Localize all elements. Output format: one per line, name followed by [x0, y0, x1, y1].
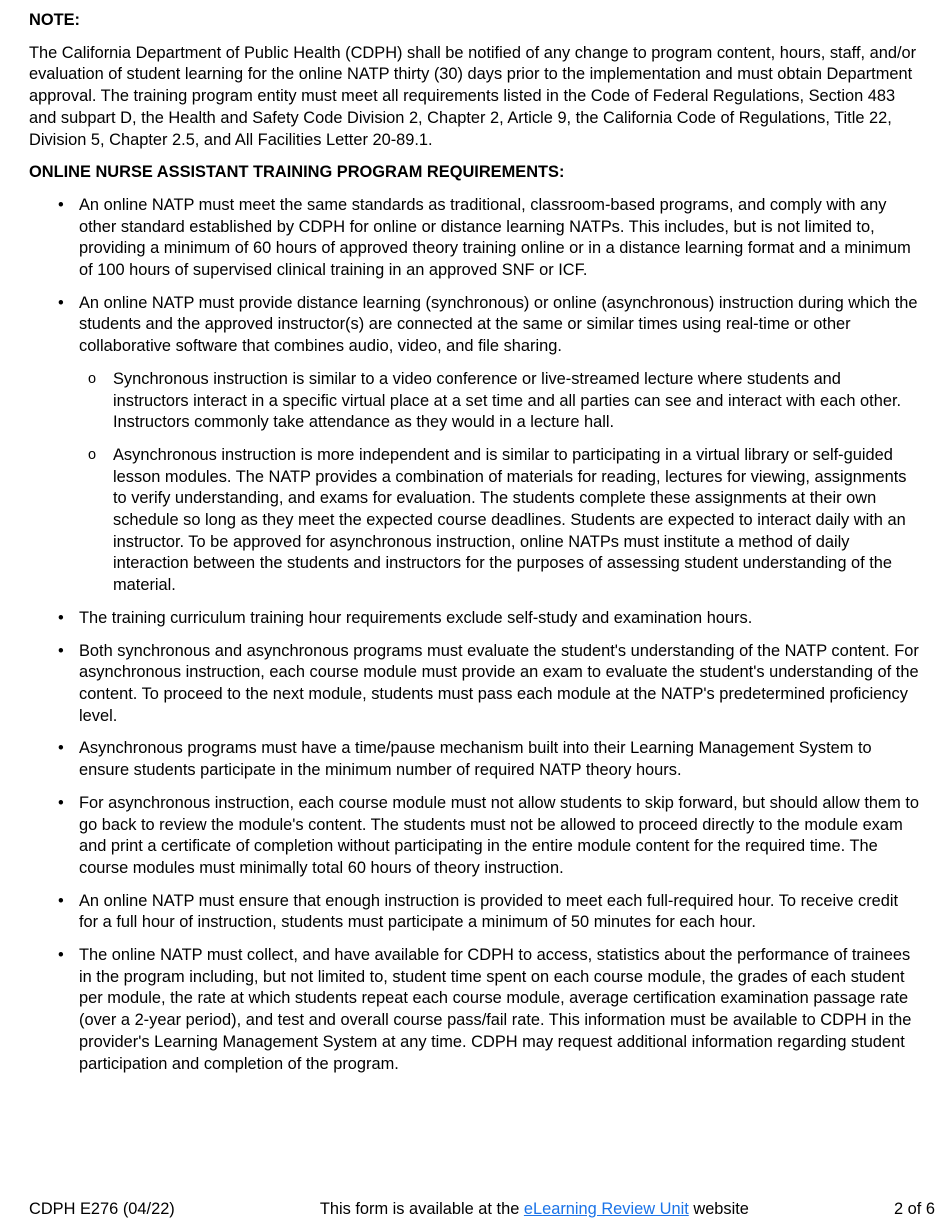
sub-bullet-item [113, 369, 920, 434]
sub-bullet-list [79, 369, 920, 597]
note-heading: NOTE: [29, 11, 80, 29]
bullet-item [79, 293, 920, 597]
bullet-item [79, 195, 920, 282]
bullet-text: Asynchronous programs must have a time/pause mechanism built into their Learning Management System to ensure students participate in the minimum number of required NATP theory hours. [79, 739, 872, 780]
bullet-item [79, 608, 920, 630]
sub-bullet-text: Synchronous instruction is similar to a video conference or live-streamed lecture where students and instructors interact in a specific virtual place at a set time and all parties can see and interact with each other. Instructors commonly take attendance as they would in a lecture hall. [113, 369, 902, 432]
requirements-list [29, 195, 920, 1075]
form-number: CDPH E276 (04/22) [29, 1200, 175, 1218]
page-footer [29, 1199, 935, 1221]
bullet-text: An online NATP must ensure that enough instruction is provided to meet each full-required hour. To receive credit for a full hour of instruction, students must participate a minimum of 50 minutes for each hour. [79, 891, 899, 932]
bullet-item [79, 891, 920, 934]
note-paragraph: The California Department of Public Health (CDPH) shall be notified of any change to program content, hours, staff, and/or evaluation of student learning for the online NATP thirty (30) days prior to the implementation and must obtain Department approval. The training program entity must meet all requirements listed in the Code of Federal Regulations, Section 483 and subpart D, the Health and Safety Code Division 2, Chapter 2, Article 9, the California Code of Regulations, Title 22, Division 5, Chapter 2.5, and All Facilities Letter 20-89.1. [29, 43, 917, 149]
footer-availability [320, 1199, 749, 1221]
bullet-item [79, 793, 920, 880]
requirements-heading: ONLINE NURSE ASSISTANT TRAINING PROGRAM REQUIREMENTS: [29, 163, 565, 182]
sub-bullet-text: Asynchronous instruction is more independent and is similar to participating in a virtual library or self-guided lesson modules. The NATP provides a combination of materials for reading, lectures for viewing, assignments to verify understanding, and exams for evaluation. The students complete these assignments at their own schedule so long as they meet the expected course deadlines. Students are expected to interact daily with an instructor. To be approved for asynchronous instruction, online NATPs must institute a method of daily interaction between the students and instructors for the purposes of assessing student understanding of the material. [113, 445, 907, 595]
footer-availability-suffix: website [688, 1200, 749, 1218]
bullet-text: For asynchronous instruction, each course module must not allow students to skip forward, but should allow them to go back to review the module's content. The students must not be allowed to proceed directly to the module exam and print a certificate of completion without participating in the entire module content for the required time. The course modules must minimally total 60 hours of theory instruction. [79, 793, 919, 877]
elearning-review-unit-link[interactable]: eLearning Review Unit [523, 1200, 689, 1218]
bullet-item [79, 738, 920, 781]
bullet-text: The online NATP must collect, and have available for CDPH to access, statistics about the performance of trainees in the program including, but not limited to, student time spent on each course module, the grades of each student per module, the rate at which students repeat each course module, average certification examination passage rate (over a 2-year period), and test and overall course pass/fail rate. This information must be available to CDPH in the provider's Learning Management System at any time. CDPH may request additional information regarding student participation and completion of the program. [79, 946, 912, 1073]
bullet-item [79, 641, 920, 728]
bullet-item [79, 945, 920, 1075]
bullet-text: An online NATP must provide distance learning (synchronous) or online (asynchronous) instruction during which the students and the approved instructor(s) are connected at the same or similar times using real-time or other collaborative software that combines audio, video, and file sharing. [79, 293, 918, 356]
footer-availability-prefix: This form is available at the [319, 1200, 524, 1218]
bullet-text: Both synchronous and asynchronous programs must evaluate the student's understanding of the NATP content. For asynchronous instruction, each course module must provide an exam to evaluate the student's understanding of the content. To proceed to the next module, students must pass each module at the NATP's predetermined proficiency level. [79, 641, 919, 725]
page-indicator: 2 of 6 [893, 1200, 935, 1218]
bullet-text: The training curriculum training hour requirements exclude self-study and examination hours. [79, 608, 753, 627]
bullet-text: An online NATP must meet the same standards as traditional, classroom-based programs, and comply with any other standard established by CDPH for online or distance learning NATPs. This includes, but is not limited to, providing a minimum of 60 hours of approved theory training online or in a distance learning format and a minimum of 100 hours of supervised clinical training in an approved SNF or ICF. [79, 195, 911, 280]
sub-bullet-item [113, 445, 920, 597]
